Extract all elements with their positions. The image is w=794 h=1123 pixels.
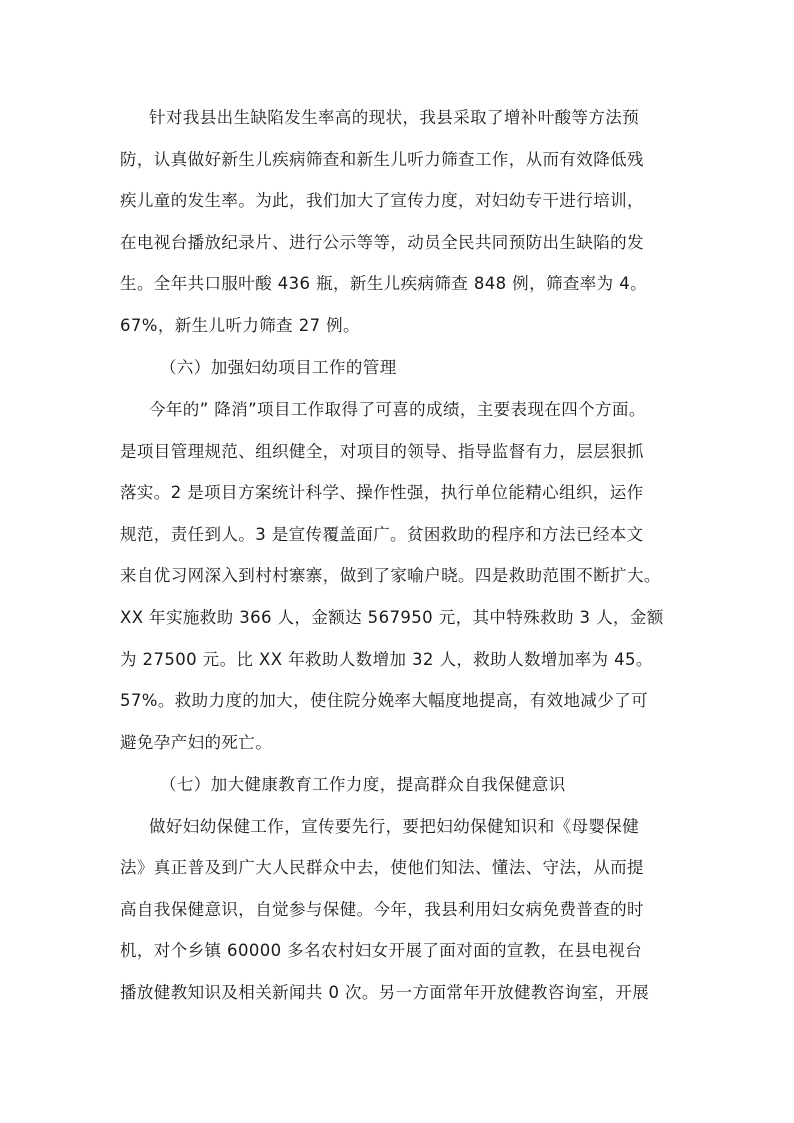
paragraph-line: 规范，责任到人。3 是宣传覆盖面广。贫困救助的程序和方法已经本文 [120, 525, 644, 544]
paragraph-line: 机，对个乡镇 60000 多名农村妇女开展了面对面的宣教，在县电视台 [120, 941, 643, 960]
paragraph-line: XX 年实施救助 366 人，金额达 567950 元，其中特殊救助 3 人，金额 [120, 608, 664, 627]
paragraph-line: 生。全年共口服叶酸 436 瓶，新生儿疾病筛查 848 例，筛查率为 4。 [120, 274, 648, 293]
paragraph-line: 57%。救助力度的加大，使住院分娩率大幅度地提高，有效地减少了可 [120, 691, 648, 710]
paragraph-line: 今年的” 降消”项目工作取得了可喜的成绩，主要表现在四个方面。 [149, 400, 646, 419]
paragraph-line: 落实。2 是项目方案统计科学、操作性强，执行单位能精心组织，运作 [120, 483, 644, 502]
paragraph-line: 疾儿童的发生率。为此，我们加大了宣传力度，对妇幼专干进行培训， [120, 191, 644, 210]
paragraph-line: 针对我县出生缺陷发生率高的现状，我县采取了增补叶酸等方法预 [149, 108, 640, 127]
paragraph-line: 高自我保健意识，自觉参与保健。今年，我县利用妇女病免费普查的时 [120, 900, 644, 919]
paragraph-line: 播放健教知识及相关新闻共 0 次。另一方面常年开放健教咨询室，开展 [120, 983, 650, 1002]
section-heading: （六）加强妇幼项目工作的管理 [160, 358, 397, 377]
paragraph-line: 为 27500 元。比 XX 年救助人数增加 32 人，救助人数增加率为 45。 [120, 650, 653, 669]
paragraph-line: 来自优习网深入到村村寨寨，做到了家喻户晓。四是救助范围不断扩大。 [120, 566, 661, 585]
paragraph-line: 做好妇幼保健工作，宣传要先行，要把妇幼保健知识和《母婴保健 [149, 817, 640, 836]
paragraph-line: 是项目管理规范、组织健全，对项目的领导、指导监督有力，层层狠抓 [120, 442, 644, 461]
paragraph-line: 防，认真做好新生儿疾病筛查和新生儿听力筛查工作，从而有效降低残 [120, 150, 644, 169]
section-heading: （七）加大健康教育工作力度，提高群众自我保健意识 [160, 775, 566, 794]
paragraph-line: 67%，新生儿听力筛查 27 例。 [120, 316, 360, 335]
paragraph-line: 在电视台播放纪录片、进行公示等等，动员全民共同预防出生缺陷的发 [120, 233, 644, 252]
paragraph-line: 法》真正普及到广大人民群众中去，使他们知法、懂法、守法，从而提 [120, 858, 644, 877]
paragraph-line: 避免孕产妇的死亡。 [120, 733, 273, 752]
